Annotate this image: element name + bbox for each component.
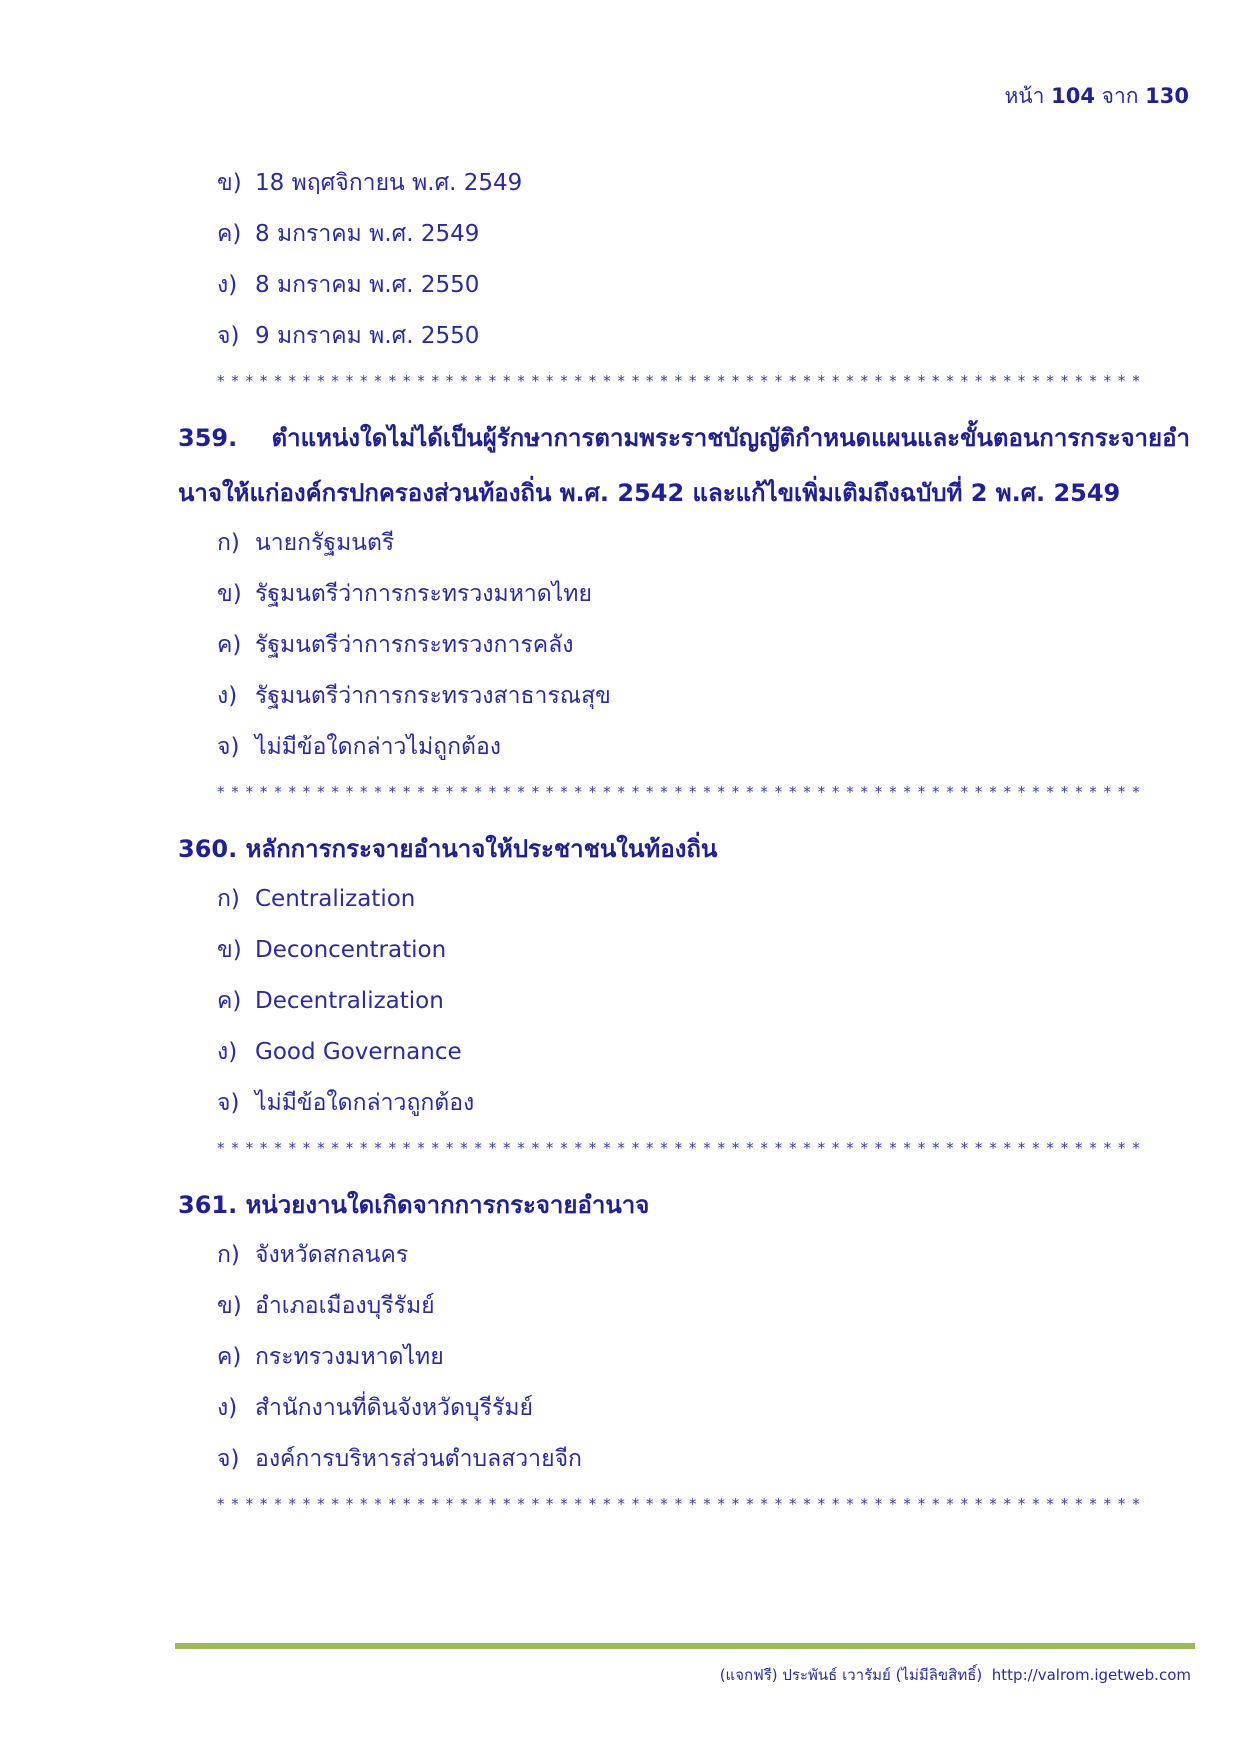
option-item bbox=[178, 1281, 1190, 1332]
option-label: ข) bbox=[217, 170, 242, 196]
option-item bbox=[178, 925, 1190, 976]
footer-url: http://valrom.igetweb.com bbox=[991, 1666, 1191, 1684]
separator-stars: ***************************************************************** bbox=[217, 1139, 1147, 1157]
option-text: รัฐมนตรีว่าการกระทรวงสาธารณสุข bbox=[255, 683, 611, 709]
option-label: ค) bbox=[217, 221, 242, 247]
option-item bbox=[178, 874, 1190, 925]
question-number: 361. bbox=[178, 1191, 238, 1219]
question-text: หลักการกระจายอำนาจให้ประชาชนในท้องถิ่น bbox=[245, 835, 718, 863]
option-item bbox=[178, 1332, 1190, 1383]
question-359 bbox=[178, 411, 1190, 521]
option-item bbox=[178, 620, 1190, 671]
option-label: ก) bbox=[217, 530, 240, 556]
option-item bbox=[178, 1230, 1190, 1281]
option-text: กระทรวงมหาดไทย bbox=[255, 1344, 444, 1370]
option-text: Centralization bbox=[255, 886, 416, 912]
footer-credit: (แจกฟรี) ประพันธ์ เวารัมย์ (ไม่มีลิขสิทธิ์) bbox=[719, 1666, 983, 1684]
option-item bbox=[178, 158, 1190, 209]
option-label: จ) bbox=[217, 1446, 240, 1472]
of-word: จาก bbox=[1101, 84, 1139, 108]
page-footer bbox=[720, 1663, 1191, 1687]
option-label: ก) bbox=[217, 1242, 240, 1268]
question-361 bbox=[178, 1178, 1190, 1233]
option-label: ง) bbox=[217, 683, 238, 709]
option-item bbox=[178, 1027, 1190, 1078]
option-text: Decentralization bbox=[255, 988, 444, 1014]
question-text: ตำแหน่งใดไม่ได้เป็นผู้รักษาการตามพระราชบัญญัติกำหนดแผนและขั้นตอนการกระจายอำนาจให้แก่องค์กรปกครองส่วนท้องถิ่น พ.ศ. 2542 และแก้ไขเพิ่มเติมถึงฉบับที่ 2 พ.ศ. 2549 bbox=[178, 424, 1190, 507]
option-text: จังหวัดสกลนคร bbox=[255, 1242, 409, 1268]
option-text: Good Governance bbox=[255, 1039, 462, 1065]
option-item bbox=[178, 311, 1190, 362]
option-item bbox=[178, 518, 1190, 569]
option-label: ค) bbox=[217, 1344, 242, 1370]
question-360 bbox=[178, 822, 1190, 877]
page-content bbox=[178, 158, 1190, 1519]
option-label: ค) bbox=[217, 988, 242, 1014]
option-item bbox=[178, 976, 1190, 1027]
option-label: ก) bbox=[217, 886, 240, 912]
option-text: รัฐมนตรีว่าการกระทรวงการคลัง bbox=[255, 632, 574, 658]
option-text: ไม่มีข้อใดกล่าวไม่ถูกต้อง bbox=[255, 734, 502, 760]
footer-rule bbox=[175, 1643, 1195, 1649]
option-label: ง) bbox=[217, 272, 238, 298]
option-item bbox=[178, 260, 1190, 311]
option-text: 8 มกราคม พ.ศ. 2550 bbox=[255, 272, 480, 298]
question-number: 359. bbox=[178, 424, 238, 452]
option-label: ค) bbox=[217, 632, 242, 658]
option-label: ง) bbox=[217, 1039, 238, 1065]
option-text: รัฐมนตรีว่าการกระทรวงมหาดไทย bbox=[255, 581, 592, 607]
option-text: 9 มกราคม พ.ศ. 2550 bbox=[255, 323, 480, 349]
option-item bbox=[178, 671, 1190, 722]
option-label: จ) bbox=[217, 1090, 240, 1116]
current-page-number: 104 bbox=[1051, 84, 1095, 108]
option-item bbox=[178, 1383, 1190, 1434]
option-label: จ) bbox=[217, 734, 240, 760]
option-text: Deconcentration bbox=[255, 937, 447, 963]
question-text: หน่วยงานใดเกิดจากการกระจายอำนาจ bbox=[245, 1191, 650, 1219]
option-text: อำเภอเมืองบุรีรัมย์ bbox=[255, 1293, 435, 1319]
option-text: 8 มกราคม พ.ศ. 2549 bbox=[255, 221, 480, 247]
option-text: องค์การบริหารส่วนตำบลสวายจีก bbox=[255, 1446, 582, 1472]
option-item bbox=[178, 722, 1190, 773]
option-label: ข) bbox=[217, 937, 242, 963]
option-label: ข) bbox=[217, 1293, 242, 1319]
page-word: หน้า bbox=[1004, 84, 1045, 108]
separator-stars: ***************************************************************** bbox=[217, 1495, 1147, 1513]
question-number: 360. bbox=[178, 835, 238, 863]
option-label: ข) bbox=[217, 581, 242, 607]
option-label: ง) bbox=[217, 1395, 238, 1421]
option-item bbox=[178, 1078, 1190, 1129]
separator-stars: ***************************************************************** bbox=[217, 372, 1147, 390]
option-text: นายกรัฐมนตรี bbox=[255, 530, 395, 556]
option-text: สำนักงานที่ดินจังหวัดบุรีรัมย์ bbox=[255, 1395, 533, 1421]
option-text: ไม่มีข้อใดกล่าวถูกต้อง bbox=[255, 1090, 475, 1116]
option-text: 18 พฤศจิกายน พ.ศ. 2549 bbox=[255, 170, 523, 196]
total-pages: 130 bbox=[1145, 84, 1189, 108]
option-item bbox=[178, 1434, 1190, 1485]
page-number-header bbox=[1004, 82, 1189, 110]
option-item bbox=[178, 209, 1190, 260]
option-item bbox=[178, 569, 1190, 620]
separator-stars: ***************************************************************** bbox=[217, 783, 1147, 801]
option-label: จ) bbox=[217, 323, 240, 349]
